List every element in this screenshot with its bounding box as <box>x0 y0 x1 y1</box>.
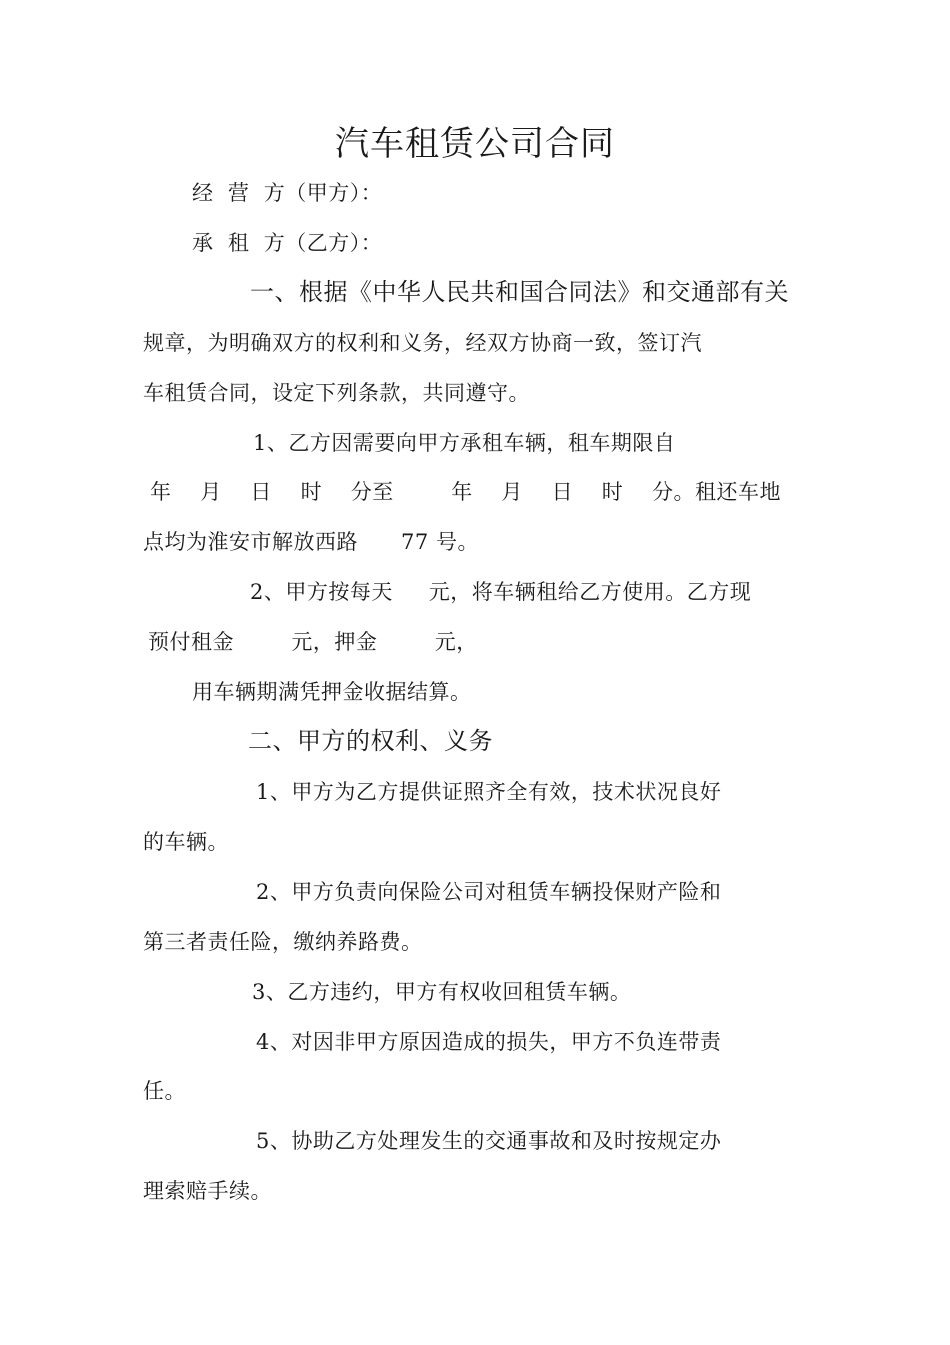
paragraph-line: 任。 <box>143 1079 186 1103</box>
paragraph-line: 第三者责任险，缴纳养路费。 <box>143 930 423 954</box>
clause-1-2: 2、甲方按每天 元，将车辆租给乙方使用。乙方现 <box>250 580 752 604</box>
section-1-heading: 一、根据《中华人民共和国合同法》和交通部有关 <box>250 278 789 306</box>
clause-2-2: 2、甲方负责向保险公司对租赁车辆投保财产险和 <box>256 880 722 904</box>
clause-2-3: 3、乙方违约，甲方有权收回租赁车辆。 <box>252 980 632 1004</box>
section-2-heading: 二、甲方的权利、义务 <box>248 727 493 755</box>
paragraph-line: 年 月 日 时 分至 年 月 日 时 分。租还车地 <box>150 480 782 504</box>
paragraph-line: 的车辆。 <box>143 830 229 854</box>
paragraph-line: 预付租金 元，押金 元， <box>148 630 478 654</box>
paragraph-line: 点均为淮安市解放西路 77 号。 <box>143 530 479 554</box>
paragraph-line: 用车辆期满凭押金收据结算。 <box>192 680 472 704</box>
party-a-line: 经 营 方（甲方）： <box>192 181 383 205</box>
party-b-line: 承 租 方（乙方）： <box>192 231 383 255</box>
paragraph-line: 理索赔手续。 <box>143 1179 272 1203</box>
paragraph-line: 规章，为明确双方的权利和义务，经双方协商一致，签订汽 <box>143 331 702 355</box>
paragraph-line: 车租赁合同，设定下列条款，共同遵守。 <box>143 381 530 405</box>
clause-2-5: 5、协助乙方处理发生的交通事故和及时按规定办 <box>256 1129 722 1153</box>
clause-2-4: 4、对因非甲方原因造成的损失，甲方不负连带责 <box>256 1030 722 1054</box>
clause-2-1: 1、甲方为乙方提供证照齐全有效，技术状况良好 <box>256 780 722 804</box>
clause-1-1: 1、乙方因需要向甲方承租车辆，租车期限自 <box>253 431 676 455</box>
document-title: 汽车租赁公司合同 <box>335 124 615 164</box>
